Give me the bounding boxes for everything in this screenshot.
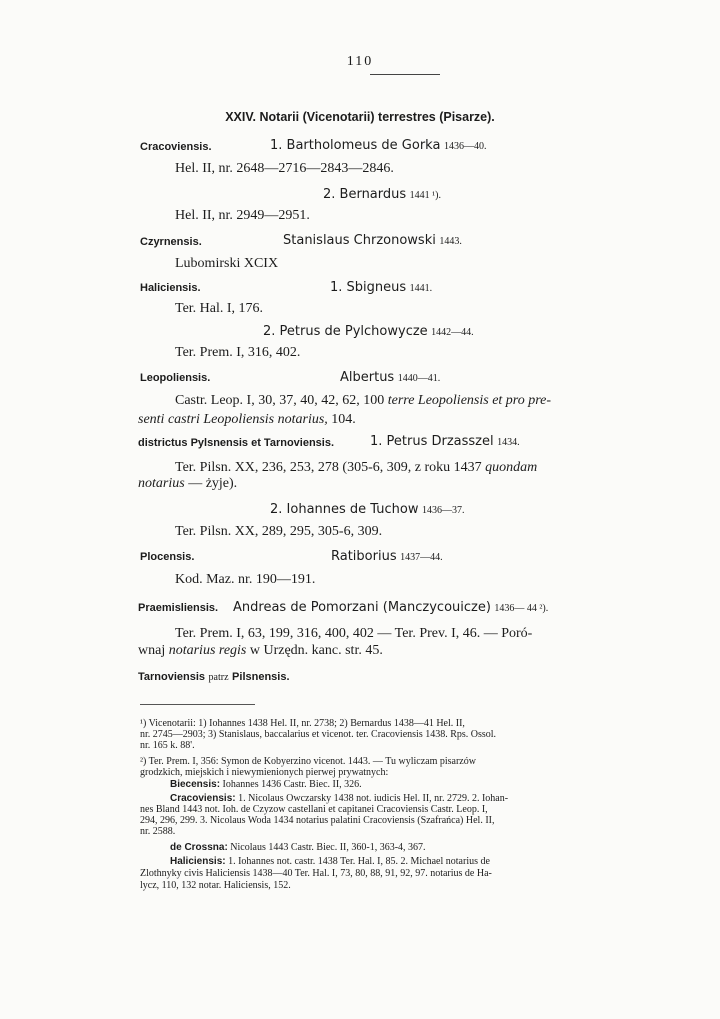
footnote-rule: [140, 704, 255, 705]
entry-name: Stanislaus Chrzonowski: [283, 233, 436, 248]
entry-name: 1. Sbigneus: [330, 280, 407, 295]
entry-bartholomeus: [270, 138, 486, 154]
footnote-line: nr. 165 k. 88'.: [140, 740, 195, 751]
footnote-heading: Biecensis:: [170, 779, 221, 790]
entry-reference: [175, 393, 551, 409]
footnote-heading: de Crossna:: [170, 842, 228, 853]
footnote-line: Zlothnyky civis Haliciensis 1438—40 Ter. Hal. I, 73, 80, 88, 91, 92, 97. notarius de Ha-: [140, 868, 492, 879]
section-title: XXIV. Notarii (Vicenotarii) terrestres (Pisarze).: [225, 110, 495, 124]
ref-text-italic: quondam: [485, 460, 538, 475]
entry-name: 1. Bartholomeus de Gorka: [270, 138, 441, 153]
ref-text-italic: terre Leopoliensis et pro pre-: [387, 393, 552, 408]
entry-year: 1434.: [497, 437, 520, 448]
footnote-line: lycz, 110, 132 notar. Haliciensis, 152.: [140, 880, 291, 891]
entry-name: 2. Petrus de Pylchowycze: [263, 324, 428, 339]
ref-text: wnaj: [138, 643, 166, 658]
entry-name: 1. Petrus Drzasszel: [370, 434, 494, 449]
footnote-line: nr. 2745—2903; 3) Stanislaus, baccalarius et vicenot. ter. Cracoviensis 1438. Rps. Ossol.: [140, 729, 497, 740]
entry-bernardus: [323, 187, 441, 203]
heading-districtus-pylsnensis: districtus Pylsnensis et Tarnoviensis.: [138, 437, 335, 449]
entry-name: 2. Bernardus: [323, 187, 407, 202]
entry-name: Ratiborius: [331, 549, 397, 564]
entry-reference-cont: [138, 412, 356, 428]
entry-year: 1436—37.: [421, 505, 465, 516]
entry-sbigneus: [330, 280, 432, 296]
footnote-line: [170, 842, 690, 853]
ref-text: w Urzędn. kanc. str. 45.: [249, 643, 383, 658]
footnote-line: grodzkich, miejskich i niewymienionych pierwej prywatnych:: [140, 767, 389, 778]
footnote-heading: Cracoviensis:: [170, 793, 236, 804]
entry-year: 1436—40.: [443, 141, 487, 152]
entry-year: 1440—41.: [397, 373, 441, 384]
entry-petrus-drzasszel: [370, 434, 520, 450]
footnote-line: [170, 779, 690, 790]
footnote-line: ¹) Vicenotarii: 1) Iohannes 1438 Hel. II, nr. 2738; 2) Bernardus 1438—41 Hel. II,: [140, 718, 465, 729]
entry-name: 2. Iohannes de Tuchow: [270, 502, 419, 517]
entry-reference: Hel. II, nr. 2648—2716—2843—2846.: [175, 161, 394, 176]
footnote-line: 294, 296, 299. 3. Nicolaus Woda 1434 notarius palatini Cracoviensis (Szafrańca) Hel. II,: [140, 815, 495, 826]
footnote-line: [170, 793, 690, 804]
ref-text: Ter. Pilsn. XX, 236, 253, 278 (305-6, 309, z roku 1437: [175, 460, 482, 475]
page-number: 110: [346, 54, 374, 69]
footnote-line: ²) Ter. Prem. I, 356: Symon de Kobyerzino vicenot. 1443. — Tu wyliczam pisarzów: [140, 756, 476, 767]
entry-reference: Lubomirski XCIX: [175, 256, 279, 271]
entry-andreas-pomorzani: [233, 600, 548, 616]
entry-reference-cont: [138, 643, 383, 659]
entry-petrus-pylchowycze: [263, 324, 474, 340]
heading-praemisliensis: Praemisliensis.: [138, 602, 219, 614]
ref-text: 104.: [331, 412, 356, 427]
entry-name: Albertus: [340, 370, 395, 385]
heading-pilsnensis: Pilsnensis.: [232, 671, 290, 683]
entry-reference: [175, 460, 537, 476]
entry-reference: Ter. Pilsn. XX, 289, 295, 305-6, 309.: [175, 524, 383, 539]
heading-tarnoviensis: Tarnoviensis: [138, 671, 206, 683]
entry-year: 1441.: [409, 283, 433, 294]
heading-cracoviensis: Cracoviensis.: [140, 141, 212, 153]
ref-text: Castr. Leop. I, 30, 37, 40, 42, 62, 100: [175, 393, 385, 408]
entry-albertus: [340, 370, 440, 386]
page-number-rule: [370, 74, 440, 75]
footnote-heading: Haliciensis:: [170, 856, 226, 867]
heading-leopoliensis: Leopoliensis.: [140, 372, 211, 384]
entry-reference-cont: [138, 476, 237, 492]
heading-plocensis: Plocensis.: [140, 551, 195, 563]
see-also: patrz: [208, 672, 229, 683]
entry-stanislaus: [283, 233, 462, 249]
entry-reference: Kod. Maz. nr. 190—191.: [175, 572, 316, 587]
entry-year: 1443.: [439, 236, 462, 247]
heading-haliciensis: Haliciensis.: [140, 282, 201, 294]
entry-year: 1437—44.: [400, 552, 443, 563]
entry-reference: Ter. Prem. I, 316, 402.: [175, 345, 301, 360]
entry-year: 1442—44.: [431, 327, 474, 338]
entry-ratiborius: [331, 549, 443, 565]
entry-iohannes-tuchow: [270, 502, 464, 518]
entry-year: 1441 ¹).: [409, 190, 441, 201]
entry-reference: Hel. II, nr. 2949—2951.: [175, 208, 310, 223]
entry-year: 1436— 44 ²).: [494, 603, 549, 614]
ref-text-italic: notarius regis: [168, 643, 247, 658]
footnote-text: 1. Iohannes not. castr. 1438 Ter. Hal. I, 85. 2. Michael notarius de: [228, 856, 490, 867]
entry-reference: Ter. Hal. I, 176.: [175, 301, 264, 316]
ref-text-italic: senti castri Leopoliensis notarius,: [138, 412, 328, 427]
footnote-text: Iohannes 1436 Castr. Biec. II, 326.: [222, 779, 362, 790]
ref-text-italic: notarius: [138, 476, 185, 491]
footnote-text: 1. Nicolaus Owczarsky 1438 not. iudicis Hel. II, nr. 2729. 2. Iohan-: [238, 793, 509, 804]
footnote-line: nes Bland 1443 not. Ioh. de Czyzow castellani et capitanei Cracoviensis Castr. Leop. I,: [140, 804, 488, 815]
heading-czyrnensis: Czyrnensis.: [140, 236, 202, 248]
entry-reference: Ter. Prem. I, 63, 199, 316, 400, 402 — Ter. Prev. I, 46. — Poró-: [175, 626, 533, 641]
footnote-line: [170, 856, 690, 867]
cross-reference-tarnoviensis: [138, 669, 290, 685]
entry-name: Andreas de Pomorzani (Manczycouicze): [233, 600, 491, 615]
footnote-line: nr. 2588.: [140, 826, 176, 837]
ref-text: — żyje).: [188, 476, 238, 491]
footnote-text: Nicolaus 1443 Castr. Biec. II, 360-1, 363-4, 367.: [230, 842, 426, 853]
